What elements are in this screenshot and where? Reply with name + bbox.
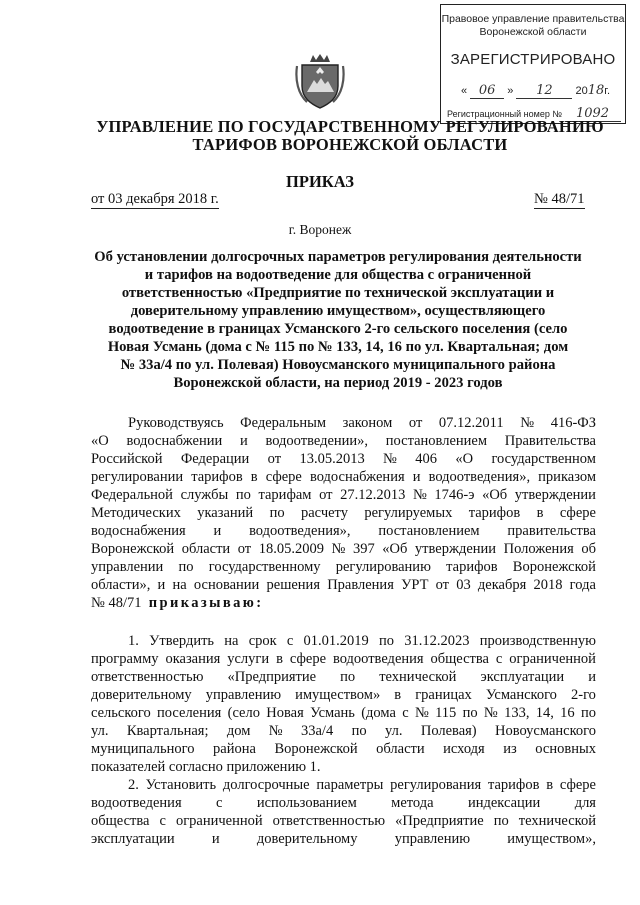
item1-line: показателей согласно приложению 1. — [91, 759, 321, 775]
word: 406 — [415, 451, 437, 467]
stamp-date-quote-close: » — [507, 85, 514, 97]
word: на — [224, 633, 239, 649]
word: Утвердить — [149, 633, 215, 649]
word: ограниченной — [509, 651, 596, 667]
word: водоотведения», — [428, 469, 531, 485]
stamp-reg-label: Регистрационный номер № — [447, 109, 563, 119]
stamp-authority — [441, 13, 625, 39]
subject-line: Воронежской области, на период 2019 - 2023 годов — [173, 375, 503, 391]
word: производственную — [479, 633, 596, 649]
word: Положения — [503, 541, 574, 557]
document-type-title: ПРИКАЗ — [286, 172, 354, 191]
word: управлении — [91, 559, 164, 575]
word: 03 — [456, 577, 471, 593]
word: 2018 — [533, 577, 563, 593]
word: № — [520, 415, 535, 431]
word: тарифов — [191, 469, 243, 485]
word: Новая — [266, 705, 304, 721]
preamble-line — [128, 415, 596, 432]
word: 18.05.2009 — [258, 541, 324, 557]
word: доверительному — [256, 831, 358, 847]
word: сфере — [559, 505, 596, 521]
word: метода — [391, 795, 434, 811]
word: технической — [379, 669, 457, 685]
word: государственном — [491, 451, 596, 467]
word: государственному — [208, 559, 321, 575]
word: постановлением — [378, 523, 480, 539]
word: области», — [91, 577, 151, 593]
subject-line: и тарифов на водоотведение для общества с ограниченной — [144, 267, 532, 283]
word: и — [412, 469, 421, 485]
word: 07.12.2011 — [438, 415, 504, 431]
word: водоотведения — [91, 795, 182, 811]
word: УРТ — [401, 577, 429, 593]
word: от — [408, 415, 423, 431]
word: правительства — [507, 523, 596, 539]
word: области — [181, 541, 231, 557]
word: 31.12.2023 — [404, 633, 470, 649]
word: 27.12.2013 — [340, 487, 406, 503]
word: Правительства — [504, 433, 596, 449]
word: 133, — [504, 705, 530, 721]
item1-line — [128, 633, 596, 650]
word: в — [250, 469, 258, 485]
subject-line: ответственностью «Предприятие по технической эксплуатации и — [121, 285, 555, 301]
item1-line — [91, 687, 596, 704]
stamp-date-day: 06 — [470, 83, 504, 99]
word: сфере — [559, 777, 596, 793]
preamble-line — [91, 487, 596, 504]
word: Федерации — [180, 451, 250, 467]
word: «О — [91, 433, 109, 449]
word: «Об — [382, 541, 408, 557]
word: (село — [227, 705, 260, 721]
word: по — [580, 705, 596, 721]
stamp-authority-line1: Правовое управление правительства — [441, 13, 625, 25]
word: по — [379, 633, 395, 649]
word: срок — [248, 633, 277, 649]
word: для — [574, 795, 596, 811]
word: доверительному — [91, 687, 192, 703]
word: Российской — [91, 451, 163, 467]
word: об — [581, 541, 596, 557]
word: № — [331, 541, 346, 557]
word: Воронежской — [512, 559, 596, 575]
word: Воронежской — [91, 541, 175, 557]
word: водоснабжения — [91, 523, 186, 539]
word: сельского — [91, 705, 151, 721]
word: параметры — [316, 777, 384, 793]
word: регулируемых — [364, 505, 453, 521]
word: 14, — [535, 705, 554, 721]
word: 16 — [560, 705, 575, 721]
org-name-line2: ТАРИФОВ ВОРОНЕЖСКОЙ ОБЛАСТИ — [192, 135, 508, 154]
word: 1746-э — [434, 487, 475, 503]
item1-line — [91, 723, 596, 740]
word: использованием — [256, 795, 357, 811]
word: 397 — [352, 541, 375, 557]
word: сфере — [289, 651, 327, 667]
word: тарифов — [446, 559, 498, 575]
word: от — [435, 577, 450, 593]
word: и — [239, 433, 248, 449]
word: законом — [342, 415, 393, 431]
stamp-date-year-suffix: г. — [604, 85, 611, 97]
word: по — [493, 813, 509, 829]
word: с — [495, 651, 503, 667]
word: «О — [455, 451, 474, 467]
word: управлению — [205, 687, 282, 703]
subject-line: Об установлении долгосрочных параметров регулирования деятельности — [94, 249, 582, 265]
word: постановлением — [385, 433, 488, 449]
item2-line — [91, 831, 596, 848]
word: исходя — [443, 741, 485, 757]
word: водоснабжении — [126, 433, 223, 449]
word: Новоусманского — [495, 723, 596, 739]
word: дом — [226, 723, 251, 739]
word: регулировании — [91, 469, 184, 485]
word: технической — [518, 813, 596, 829]
order-city: г. Воронеж — [288, 222, 352, 237]
word: области — [376, 741, 425, 757]
item2-line — [128, 777, 596, 794]
word: № — [383, 451, 397, 467]
preamble-line — [91, 505, 596, 522]
word: имуществом», — [507, 831, 596, 847]
item1-line — [91, 651, 596, 668]
word: Усмань — [310, 705, 355, 721]
coat-of-arms-emblem — [295, 52, 345, 110]
word: водоснабжения — [309, 469, 405, 485]
word: водоотведения», — [249, 523, 351, 539]
word: с — [286, 633, 294, 649]
word: из — [503, 741, 517, 757]
subject-line: доверительному управлению имуществом», осуществляющего — [130, 303, 546, 319]
word: 01.01.2019 — [303, 633, 369, 649]
word: и — [157, 577, 166, 593]
word: Федеральной — [91, 487, 173, 503]
word: 1. — [128, 633, 139, 649]
stamp-reg-number: 1092 — [565, 106, 621, 122]
word: в — [276, 651, 283, 667]
word: 13.05.2013 — [299, 451, 365, 467]
stamp-date-year-prefix: 20 — [575, 85, 588, 97]
word: службы — [180, 487, 229, 503]
word: общества — [430, 651, 489, 667]
stamp-date-year: 18 — [587, 83, 605, 98]
org-name-line1: УПРАВЛЕНИЕ ПО ГОСУДАРСТВЕННОМУ РЕГУЛИРОВАНИЮ — [96, 117, 604, 136]
preamble-line — [91, 451, 596, 468]
word: по — [462, 705, 478, 721]
word: от — [319, 487, 333, 503]
word: Полевая) — [420, 723, 477, 739]
word: Федеральным — [240, 415, 327, 431]
order-date: от 03 декабря 2018 г. — [91, 191, 219, 207]
word: Квартальная; — [126, 723, 209, 739]
word: долгосрочные — [222, 777, 310, 793]
word: 115 — [435, 705, 457, 721]
word: Воронежской — [274, 741, 358, 757]
word: основных — [535, 741, 596, 757]
stamp-date-month: 12 — [516, 83, 572, 99]
preamble-line — [91, 541, 596, 558]
word: и — [213, 523, 222, 539]
word: на — [172, 577, 187, 593]
word: имуществом» — [295, 687, 381, 703]
word: Установить — [145, 777, 217, 793]
word: «Предприятие — [395, 813, 484, 829]
word: эксплуатации — [91, 831, 175, 847]
subject-line: водоотведение в границах Усманского 2-го сельского поселения (село — [108, 321, 568, 337]
word: услуги — [227, 651, 270, 667]
registration-stamp — [440, 4, 626, 124]
word: «Предприятие — [227, 669, 317, 685]
word: по — [178, 559, 194, 575]
word: от — [237, 541, 252, 557]
word: тарифов — [468, 505, 521, 521]
word: декабря — [477, 577, 527, 593]
word: по — [269, 505, 285, 521]
word: регулированию — [335, 559, 431, 575]
word: Руководствуясь — [128, 415, 224, 431]
word: в — [394, 687, 402, 703]
word: 2. — [128, 777, 139, 793]
item1-line — [91, 741, 596, 758]
word: 2-го — [571, 687, 596, 703]
stamp-date — [461, 83, 610, 99]
preamble-line — [91, 523, 596, 540]
word: 416-ФЗ — [550, 415, 596, 431]
word: от — [267, 451, 282, 467]
word: Усманского — [485, 687, 557, 703]
word: в — [546, 777, 554, 793]
order-directive-word: приказываю: — [148, 595, 264, 611]
preamble-line — [91, 469, 596, 486]
word: сфере — [265, 469, 302, 485]
word: по — [235, 487, 251, 503]
word: тарифам — [258, 487, 312, 503]
word: в — [536, 505, 544, 521]
word: оказания — [165, 651, 221, 667]
word: ограниченной — [175, 813, 263, 829]
word: решения — [266, 577, 320, 593]
word: района — [213, 741, 256, 757]
preamble-line — [91, 559, 596, 576]
word: указаний — [197, 505, 254, 521]
subject-line: Новая Усмань (дома с № 115 по № 133, 14, 16 по ул. Квартальная; дом — [107, 339, 569, 355]
word: по — [351, 723, 367, 739]
preamble-line — [91, 595, 596, 612]
word: управлению — [394, 831, 471, 847]
stamp-date-quote-open: « — [461, 85, 468, 97]
word: ул. — [384, 723, 403, 739]
word: индексации — [467, 795, 541, 811]
word: эксплуатации — [480, 669, 565, 685]
word: Методических — [91, 505, 181, 521]
item2-line — [91, 795, 596, 812]
word: с — [402, 705, 409, 721]
stamp-status: ЗАРЕГИСТРИРОВАНО — [450, 51, 616, 68]
stamp-authority-line2: Воронежской области — [479, 26, 587, 38]
word: регулирования — [390, 777, 482, 793]
preamble-line — [91, 433, 596, 450]
word: «Об — [482, 487, 508, 503]
word: 33а/4 — [301, 723, 334, 739]
word: поселения — [157, 705, 222, 721]
word: ответственностью — [272, 813, 386, 829]
word: водоотведении», — [265, 433, 369, 449]
item1-line — [91, 669, 596, 686]
item1-line — [91, 705, 596, 722]
word: границах — [415, 687, 472, 703]
word: № — [412, 487, 427, 503]
word: Правления — [327, 577, 394, 593]
word: № — [483, 705, 498, 721]
word: года — [569, 577, 596, 593]
word: основании — [193, 577, 260, 593]
word: водоотведения — [332, 651, 424, 667]
word: и — [588, 669, 596, 685]
word: приказом — [538, 469, 596, 485]
preamble-order-number: № 48/71 — [91, 595, 142, 611]
word: с — [159, 813, 166, 829]
word: муниципального — [91, 741, 195, 757]
word: тарифов — [487, 777, 540, 793]
preamble-line — [91, 577, 596, 594]
word: (дома — [361, 705, 396, 721]
word: расчету — [301, 505, 348, 521]
word: утверждении — [514, 487, 596, 503]
word: с — [216, 795, 223, 811]
word: по — [340, 669, 356, 685]
word: программу — [91, 651, 159, 667]
subject-line: № 33а/4 по ул. Полевая) Новоусманского муниципального района — [120, 357, 556, 373]
word: № — [414, 705, 429, 721]
word: № — [268, 723, 283, 739]
word: общества — [91, 813, 150, 829]
word: ул. — [91, 723, 109, 739]
word: ответственностью — [91, 669, 204, 685]
word: и — [211, 831, 220, 847]
item2-line — [91, 813, 596, 830]
word: утверждении — [414, 541, 497, 557]
order-number: № 48/71 — [534, 191, 585, 207]
